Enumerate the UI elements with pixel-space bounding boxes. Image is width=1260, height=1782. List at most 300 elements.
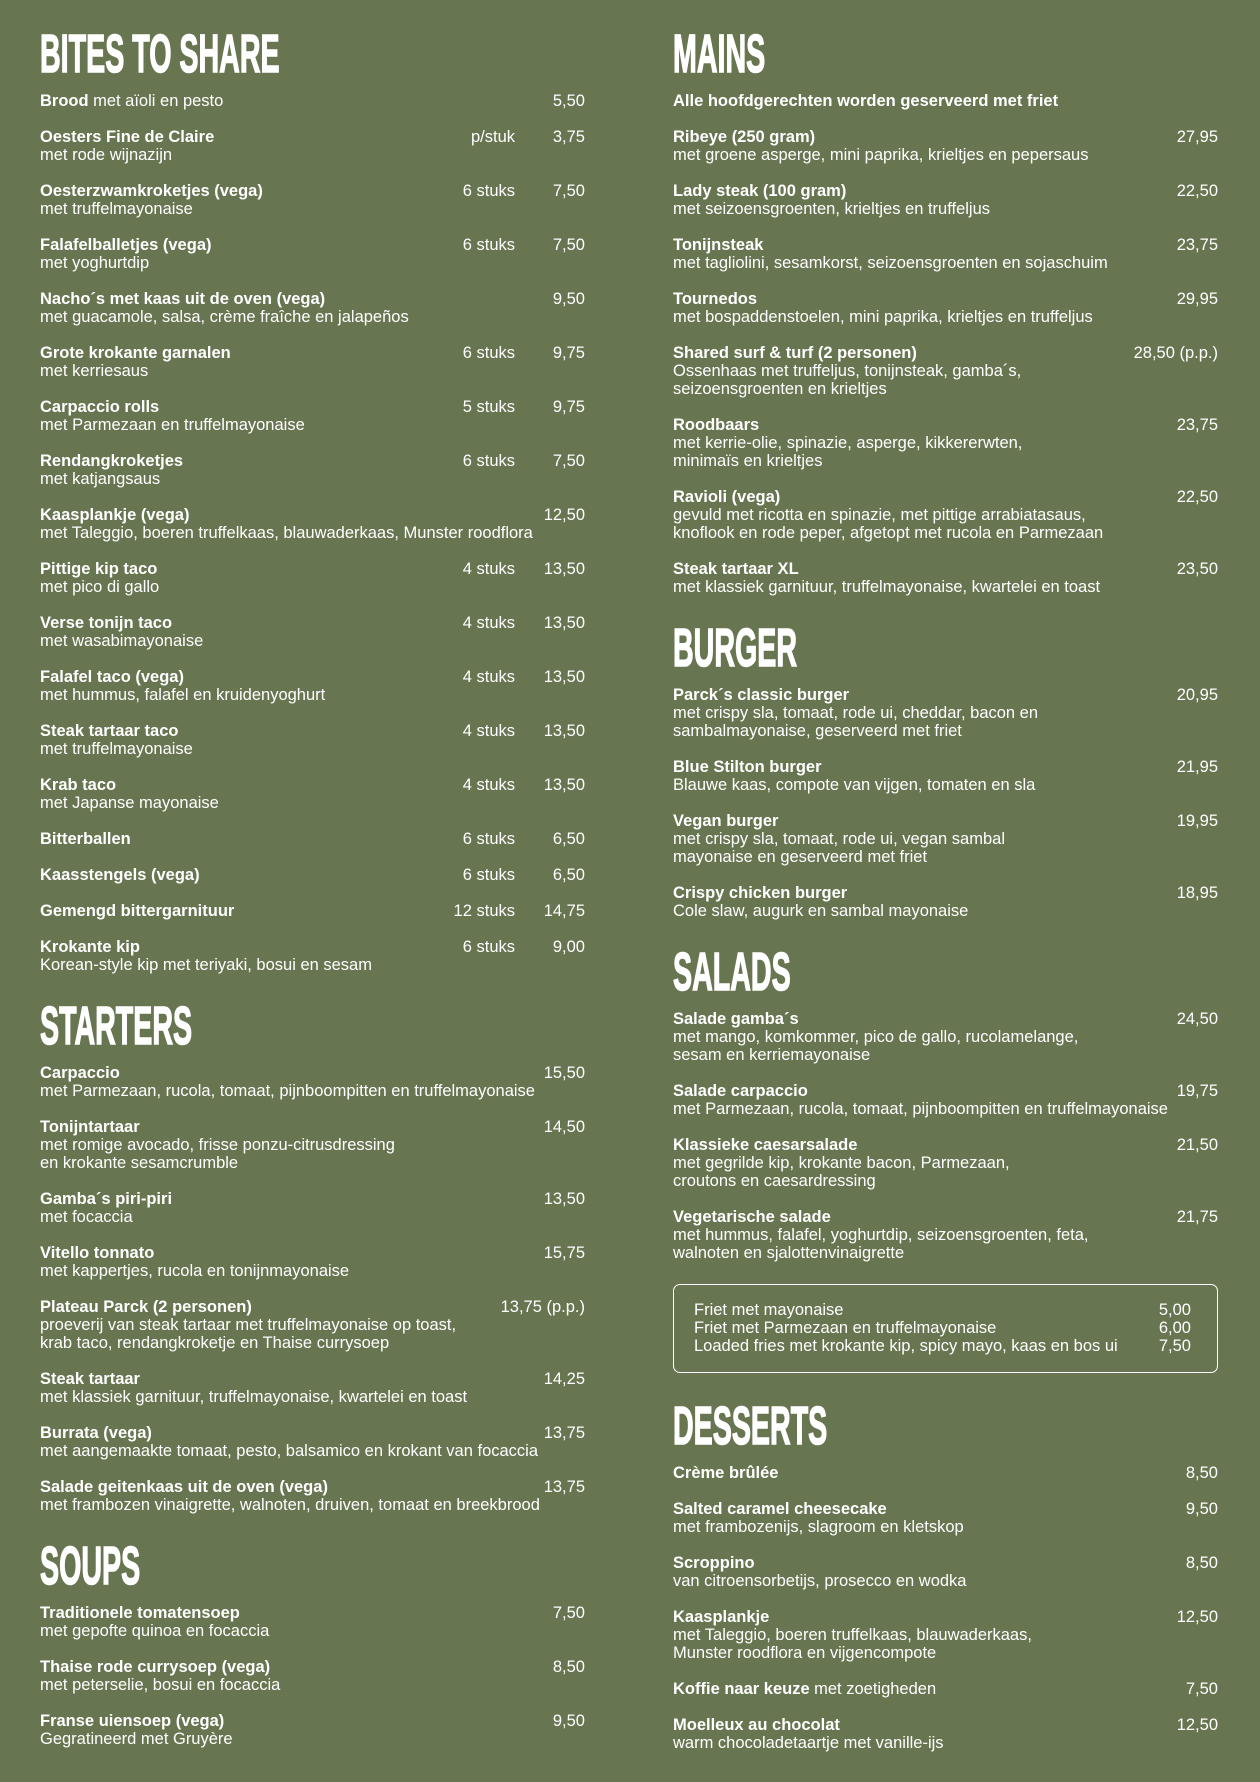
item-description: met tagliolini, sesamkorst, seizoensgroenten en sojaschuim [673, 254, 1108, 272]
menu-item-line [673, 1136, 1218, 1154]
menu-item-line [673, 812, 1218, 830]
item-name: Gamba´s piri-piri [40, 1190, 173, 1208]
menu-item [40, 722, 585, 758]
section-desserts [673, 1396, 1218, 1770]
item-description: met seizoensgroenten, krieltjes en truffeljus [673, 200, 991, 218]
menu-item-line [40, 1064, 585, 1082]
item-quantity: p/stuk [470, 128, 515, 146]
item-name: Carpaccio [40, 1064, 120, 1082]
menu-item-line [673, 1554, 1218, 1572]
menu-item [673, 686, 1218, 740]
menu-item [40, 128, 585, 164]
menu-item [673, 1608, 1218, 1662]
menu-item-line [40, 1244, 585, 1262]
menu-item-line [673, 884, 1218, 902]
item-name: Grote krokante garnalen [40, 344, 231, 362]
section-mains [673, 24, 1218, 614]
item-description: met gegrilde kip, krokante bacon, Parmezaan, [673, 1154, 1010, 1172]
item-description: krab taco, rendangkroketje en Thaise currysoep [40, 1334, 390, 1352]
item-description: met truffelmayonaise [40, 740, 193, 758]
item-price: 28,50 (p.p.) [1133, 344, 1218, 362]
item-name: Franse uiensoep (vega) [40, 1712, 225, 1730]
item-name: Krab taco [40, 776, 117, 794]
menu-item [673, 1500, 1218, 1536]
menu-item-line [673, 1716, 1218, 1734]
starters-list [40, 1064, 585, 1514]
item-price: 3,75 [552, 128, 585, 146]
item-name: Carpaccio rolls [40, 398, 160, 416]
item-description: met Parmezaan, rucola, tomaat, pijnboompitten en truffelmayonaise [40, 1082, 535, 1100]
item-name: Kaasplankje [673, 1608, 770, 1626]
menu-item [673, 182, 1218, 218]
item-name: Roodbaars [673, 416, 760, 434]
item-quantity: 6 stuks [462, 938, 515, 956]
item-name: Gemengd bittergarnituur [40, 902, 235, 920]
menu-item [40, 1244, 585, 1280]
item-description: gevuld met ricotta en spinazie, met pittige arrabiatasaus, [673, 506, 1086, 524]
menu-item-line [673, 686, 1218, 704]
item-description: met romige avocado, frisse ponzu-citrusdressing [40, 1136, 395, 1154]
item-description: met katjangsaus [40, 470, 161, 488]
menu-item [40, 1190, 585, 1226]
item-price: 13,50 [543, 560, 585, 578]
item-name: Kaasstengels (vega) [40, 866, 200, 884]
item-name: Loaded fries met krokante kip, spicy mayo, kaas en bos ui [694, 1337, 1118, 1355]
item-description: en krokante sesamcrumble [40, 1154, 239, 1172]
item-price: 13,75 [543, 1478, 585, 1496]
item-quantity: 6 stuks [462, 452, 515, 470]
item-price: 21,95 [1176, 758, 1218, 776]
item-price: 21,50 [1176, 1136, 1218, 1154]
menu-item-line [673, 290, 1218, 308]
item-description: met gepofte quinoa en focaccia [40, 1622, 270, 1640]
item-price: 13,75 [543, 1424, 585, 1442]
item-quantity: 12 stuks [453, 902, 515, 920]
item-price: 7,50 [552, 236, 585, 254]
menu-item [673, 1680, 1218, 1698]
item-quantity: 4 stuks [462, 668, 515, 686]
section-title-soups [40, 1536, 585, 1596]
menu-item-line [40, 1478, 585, 1496]
item-price: 12,50 [543, 506, 585, 524]
menu-item [40, 236, 585, 272]
item-price: 14,25 [543, 1370, 585, 1388]
item-price: 15,50 [543, 1064, 585, 1082]
item-price: 8,50 [552, 1658, 585, 1676]
menu-item [673, 884, 1218, 920]
menu-item-line [673, 128, 1218, 146]
item-description: met crispy sla, tomaat, rode ui, cheddar, bacon en [673, 704, 1039, 722]
menu-item-line [40, 1370, 585, 1388]
item-name: Falafel taco (vega) [40, 668, 184, 686]
section-title-text: BURGER [673, 618, 798, 678]
menu-item [40, 398, 585, 434]
menu-item-line [673, 1500, 1218, 1518]
item-name: Friet met mayonaise [694, 1301, 844, 1319]
menu-item-line [673, 416, 1218, 434]
menu-item-line [673, 1680, 1218, 1698]
menu-item [40, 1424, 585, 1460]
section-title-bites-to-share [40, 24, 585, 84]
menu-item [40, 1478, 585, 1514]
item-name: Moelleux au chocolat [673, 1716, 840, 1734]
item-description: sambalmayonaise, geserveerd met friet [673, 722, 962, 740]
item-price: 13,50 [543, 668, 585, 686]
section-title-text: SOUPS [40, 1536, 141, 1596]
item-inline-description: met aïoli en pesto [93, 92, 224, 110]
item-name: Oesterzwamkroketjes (vega) [40, 182, 263, 200]
item-quantity: 4 stuks [462, 722, 515, 740]
menu-item-line [673, 182, 1218, 200]
item-price: 9,50 [552, 1712, 585, 1730]
section-title-text: SALADS [673, 942, 791, 1002]
item-name: Steak tartaar XL [673, 560, 799, 578]
item-description: met crispy sla, tomaat, rode ui, vegan sambal [673, 830, 1005, 848]
section-title-starters [40, 996, 585, 1056]
item-description: met klassiek garnituur, truffelmayonaise, kwartelei en toast [40, 1388, 468, 1406]
item-name: Kaasplankje (vega) [40, 506, 190, 524]
item-quantity: 6 stuks [462, 830, 515, 848]
item-name: Rendangkroketjes [40, 452, 184, 470]
item-name: Blue Stilton burger [673, 758, 822, 776]
menu-item-line [40, 1712, 585, 1730]
section-title-text: DESSERTS [673, 1396, 828, 1456]
item-name: Traditionele tomatensoep [40, 1604, 240, 1622]
item-price: 22,50 [1176, 488, 1218, 506]
menu-item [673, 128, 1218, 164]
burger-list [673, 686, 1218, 920]
item-quantity: 4 stuks [462, 614, 515, 632]
item-description: Cole slaw, augurk en sambal mayonaise [673, 902, 969, 920]
item-price: 13,50 [543, 776, 585, 794]
menu-item [40, 668, 585, 704]
item-price: 9,50 [1185, 1500, 1218, 1518]
item-price: 5,50 [552, 92, 585, 110]
item-price: 6,50 [552, 830, 585, 848]
item-price: 18,95 [1176, 884, 1218, 902]
item-name: Scroppino [673, 1554, 755, 1572]
item-inline-description: met zoetigheden [814, 1680, 937, 1698]
menu-item [40, 452, 585, 488]
item-description: warm chocoladetaartje met vanille-ijs [673, 1734, 944, 1752]
section-salads [673, 942, 1218, 1280]
item-price: 7,50 [552, 452, 585, 470]
item-description: met kerrie-olie, spinazie, asperge, kikkererwten, [673, 434, 1023, 452]
item-description: met Japanse mayonaise [40, 794, 219, 812]
item-name: Bitterballen [40, 830, 131, 848]
menu-item [673, 758, 1218, 794]
item-description: van citroensorbetijs, prosecco en wodka [673, 1572, 967, 1590]
menu-item [673, 1082, 1218, 1118]
item-price: 12,50 [1176, 1608, 1218, 1626]
item-description: met focaccia [40, 1208, 133, 1226]
item-description: met Taleggio, boeren truffelkaas, blauwaderkaas, Munster roodflora [40, 524, 533, 542]
item-price: 13,75 (p.p.) [500, 1298, 585, 1316]
sides-box [673, 1284, 1218, 1373]
item-description: met mango, komkommer, pico de gallo, rucolamelange, [673, 1028, 1079, 1046]
menu-item [673, 488, 1218, 542]
section-title-salads [673, 942, 1218, 1002]
menu-item [40, 614, 585, 650]
item-quantity: 4 stuks [462, 776, 515, 794]
menu-item [40, 1118, 585, 1172]
section-burger [673, 618, 1218, 938]
section-bites-to-share [40, 24, 585, 992]
item-description: walnoten en sjalottenvinaigrette [673, 1244, 905, 1262]
item-price: 14,75 [543, 902, 585, 920]
item-price: 21,75 [1176, 1208, 1218, 1226]
item-name: Crème brûlée [673, 1464, 779, 1482]
menu-item [40, 866, 585, 884]
menu-item [40, 1370, 585, 1406]
item-name: Vegetarische salade [673, 1208, 831, 1226]
item-name: Burrata (vega) [40, 1424, 152, 1442]
item-quantity: 6 stuks [462, 344, 515, 362]
item-price: 9,75 [552, 344, 585, 362]
sides-list [694, 1301, 1191, 1355]
item-price: 23,50 [1176, 560, 1218, 578]
item-name: Pittige kip taco [40, 560, 158, 578]
item-price: 22,50 [1176, 182, 1218, 200]
menu-item-line [673, 560, 1218, 578]
menu-item-line [673, 236, 1218, 254]
item-price: 9,00 [552, 938, 585, 956]
section-title-burger [673, 618, 1218, 678]
soups-list [40, 1604, 585, 1748]
item-price: 20,95 [1176, 686, 1218, 704]
section-title-text: BITES TO SHARE [40, 24, 280, 84]
item-description: met Taleggio, boeren truffelkaas, blauwaderkaas, [673, 1626, 1032, 1644]
item-quantity: 4 stuks [462, 560, 515, 578]
menu-item-line [673, 1010, 1218, 1028]
item-price: 27,95 [1176, 128, 1218, 146]
menu-item [40, 938, 585, 974]
item-price: 5,00 [1158, 1301, 1191, 1319]
menu-item [40, 1658, 585, 1694]
item-name: Koffie naar keuze [673, 1680, 810, 1698]
item-description: met frambozenijs, slagroom en kletskop [673, 1518, 964, 1536]
item-quantity: 6 stuks [462, 236, 515, 254]
menu-item-line [40, 506, 585, 524]
item-name: Salade carpaccio [673, 1082, 808, 1100]
item-price: 13,50 [543, 722, 585, 740]
section-starters [40, 996, 585, 1532]
item-description: Blauwe kaas, compote van vijgen, tomaten en sla [673, 776, 1036, 794]
menu-item [673, 1464, 1218, 1482]
item-price: 7,50 [552, 182, 585, 200]
menu-item [694, 1337, 1191, 1355]
item-description: met klassiek garnituur, truffelmayonaise, kwartelei en toast [673, 578, 1101, 596]
item-description: met bospaddenstoelen, mini paprika, krieltjes en truffeljus [673, 308, 1093, 326]
mains-note [673, 92, 1218, 110]
menu-item-line [673, 758, 1218, 776]
item-description: croutons en caesardressing [673, 1172, 876, 1190]
menu-item-line [673, 1082, 1218, 1100]
item-description: Munster roodflora en vijgencompote [673, 1644, 937, 1662]
item-description: knoflook en rode peper, afgetopt met rucola en Parmezaan [673, 524, 1104, 542]
menu-item [673, 1010, 1218, 1064]
mains-note-text: Alle hoofdgerechten worden geserveerd met friet [673, 92, 1059, 110]
item-description: Ossenhaas met truffeljus, tonijnsteak, gamba´s, [673, 362, 1022, 380]
item-price: 7,50 [552, 1604, 585, 1622]
menu-item [40, 1064, 585, 1100]
bites-to-share-list [40, 92, 585, 974]
menu-item [673, 1554, 1218, 1590]
menu-item-line [673, 1208, 1218, 1226]
menu-item [40, 344, 585, 380]
section-title-mains [673, 24, 1218, 84]
item-quantity: 6 stuks [462, 866, 515, 884]
menu-item [673, 1716, 1218, 1752]
item-price: 19,95 [1176, 812, 1218, 830]
menu-item [673, 236, 1218, 272]
item-price: 13,50 [543, 614, 585, 632]
item-name: Brood [40, 92, 89, 110]
menu-item [40, 506, 585, 542]
item-description: met pico di gallo [40, 578, 160, 596]
item-price: 15,75 [543, 1244, 585, 1262]
section-title-text: MAINS [673, 24, 766, 84]
item-price: 19,75 [1176, 1082, 1218, 1100]
item-name: Steak tartaar taco [40, 722, 179, 740]
item-name: Vitello tonnato [40, 1244, 155, 1262]
item-description: met kappertjes, rucola en tonijnmayonaise [40, 1262, 350, 1280]
item-name: Steak tartaar [40, 1370, 140, 1388]
salads-list [673, 1010, 1218, 1262]
item-price: 12,50 [1176, 1716, 1218, 1734]
item-price: 9,50 [552, 290, 585, 308]
item-quantity: 6 stuks [462, 182, 515, 200]
item-description: proeverij van steak tartaar met truffelmayonaise op toast, [40, 1316, 457, 1334]
menu-item [40, 902, 585, 920]
section-title-text: STARTERS [40, 996, 193, 1056]
section-title-desserts [673, 1396, 1218, 1456]
menu-item-line [694, 1319, 1191, 1337]
menu-item-line [40, 1604, 585, 1622]
item-description: met hummus, falafel, yoghurtdip, seizoensgroenten, feta, [673, 1226, 1089, 1244]
item-quantity: 5 stuks [462, 398, 515, 416]
item-price: 6,50 [552, 866, 585, 884]
item-description: met kerriesaus [40, 362, 149, 380]
menu-item [40, 560, 585, 596]
menu-item [673, 1136, 1218, 1190]
item-price: 7,50 [1185, 1680, 1218, 1698]
item-name: Shared surf & turf (2 personen) [673, 344, 917, 362]
item-price: 9,75 [552, 398, 585, 416]
menu-item [40, 776, 585, 812]
item-description: sesam en kerriemayonaise [673, 1046, 871, 1064]
item-description: met Parmezaan en truffelmayonaise [40, 416, 305, 434]
item-description: met rode wijnazijn [40, 146, 173, 164]
item-price: 24,50 [1176, 1010, 1218, 1028]
item-name: Friet met Parmezaan en truffelmayonaise [694, 1319, 997, 1337]
item-description: mayonaise en geserveerd met friet [673, 848, 928, 866]
item-name: Salade geitenkaas uit de oven (vega) [40, 1478, 328, 1496]
menu-item [40, 92, 585, 110]
menu-item-line [40, 1118, 585, 1136]
item-description: met frambozen vinaigrette, walnoten, druiven, tomaat en breekbrood [40, 1496, 540, 1514]
item-name: Tonijnsteak [673, 236, 764, 254]
item-price: 29,95 [1176, 290, 1218, 308]
item-price: 23,75 [1176, 236, 1218, 254]
menu-item-line [40, 1658, 585, 1676]
item-price: 7,50 [1158, 1337, 1191, 1355]
item-name: Ribeye (250 gram) [673, 128, 816, 146]
item-description: met wasabimayonaise [40, 632, 204, 650]
item-description: met yoghurtdip [40, 254, 150, 272]
item-name: Nacho´s met kaas uit de oven (vega) [40, 290, 326, 308]
item-name: Crispy chicken burger [673, 884, 848, 902]
item-name: Falafelballetjes (vega) [40, 236, 212, 254]
menu-item [673, 560, 1218, 596]
item-name: Salade gamba´s [673, 1010, 799, 1028]
menu-item [40, 290, 585, 326]
item-description: met groene asperge, mini paprika, krieltjes en pepersaus [673, 146, 1089, 164]
item-description: met hummus, falafel en kruidenyoghurt [40, 686, 326, 704]
menu-item [673, 344, 1218, 398]
menu-item-line [673, 1464, 1218, 1482]
menu-item-line [694, 1337, 1191, 1355]
menu-item-line [694, 1301, 1191, 1319]
item-name: Klassieke caesarsalade [673, 1136, 858, 1154]
item-name: Parck´s classic burger [673, 686, 850, 704]
item-description: met guacamole, salsa, crème fraîche en jalapeños [40, 308, 409, 326]
menu-item [40, 182, 585, 218]
item-description: minimaïs en krieltjes [673, 452, 823, 470]
section-soups [40, 1536, 585, 1766]
menu-item [673, 812, 1218, 866]
menu-item-line [40, 1424, 585, 1442]
item-name: Salted caramel cheesecake [673, 1500, 887, 1518]
item-description: seizoensgroenten en krieltjes [673, 380, 887, 398]
menu-item [40, 1298, 585, 1352]
menu-item [673, 1208, 1218, 1262]
menu-item-line [673, 488, 1218, 506]
item-name: Tournedos [673, 290, 758, 308]
item-name: Vegan burger [673, 812, 779, 830]
menu-item-line [40, 92, 585, 110]
item-description: met Parmezaan, rucola, tomaat, pijnboompitten en truffelmayonaise [673, 1100, 1168, 1118]
item-price: 8,50 [1185, 1554, 1218, 1572]
menu-item-line [40, 1190, 585, 1208]
menu-item [40, 830, 585, 848]
item-name: Verse tonijn taco [40, 614, 173, 632]
right-column [673, 24, 1218, 1770]
item-price: 14,50 [543, 1118, 585, 1136]
item-price: 13,50 [543, 1190, 585, 1208]
desserts-list [673, 1464, 1218, 1752]
left-column [40, 24, 585, 1766]
item-name: Krokante kip [40, 938, 140, 956]
menu-item [694, 1301, 1191, 1319]
menu-item [40, 1712, 585, 1748]
item-name: Lady steak (100 gram) [673, 182, 847, 200]
menu-item-line [673, 1608, 1218, 1626]
item-name: Tonijntartaar [40, 1118, 140, 1136]
menu-item [673, 290, 1218, 326]
menu-item [694, 1319, 1191, 1337]
item-price: 8,50 [1185, 1464, 1218, 1482]
mains-list [673, 128, 1218, 596]
item-description: met truffelmayonaise [40, 200, 193, 218]
menu-item [40, 1604, 585, 1640]
item-name: Oesters Fine de Claire [40, 128, 215, 146]
item-description: Korean-style kip met teriyaki, bosui en sesam [40, 956, 372, 974]
item-description: met peterselie, bosui en focaccia [40, 1676, 281, 1694]
item-name: Thaise rode currysoep (vega) [40, 1658, 271, 1676]
menu-item-line [40, 290, 585, 308]
item-description: met aangemaakte tomaat, pesto, balsamico en krokant van focaccia [40, 1442, 539, 1460]
